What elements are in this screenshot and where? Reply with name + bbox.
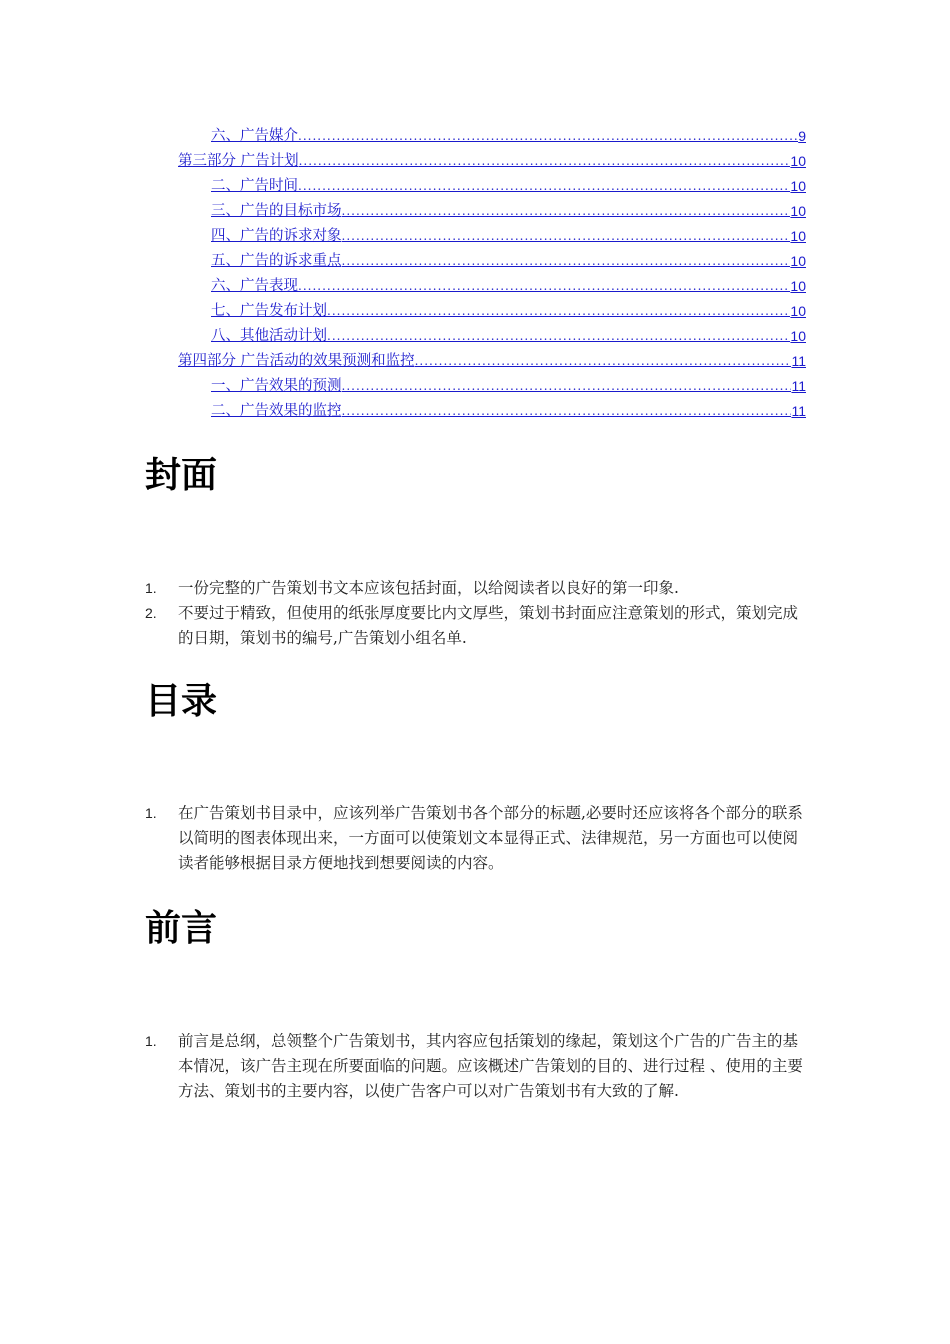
toc-page-number: 9 bbox=[798, 128, 806, 144]
toc-entry-title: 第四部分 广告活动的效果预测和监控 bbox=[178, 353, 415, 369]
list-item-text: 前言是总纲，总领整个广告策划书，其内容应包括策划的缘起，策划这个广告的广告主的基本情况，该广告主现在所要面临的问题。应该概述广告策划的目的、进行过程 、使用的主要方法、策划书的主要内容，以使广告客户可以对广告策划书有大致的了解. bbox=[178, 1032, 803, 1100]
toc-page-number: 10 bbox=[790, 178, 806, 194]
toc-leader-dots bbox=[415, 351, 792, 371]
contents-list bbox=[145, 801, 810, 876]
toc-entry-effect-prediction[interactable] bbox=[211, 376, 806, 396]
toc-entry-target-market[interactable] bbox=[211, 201, 806, 221]
list-item-number: 1. bbox=[145, 1033, 157, 1049]
toc-page-number: 10 bbox=[790, 278, 806, 294]
toc-entry-title: 六、广告媒介 bbox=[211, 128, 298, 144]
toc-entry-effect-monitoring[interactable] bbox=[211, 401, 806, 421]
toc-entry-title: 五、广告的诉求重点 bbox=[211, 253, 342, 269]
toc-entry-advertising-time[interactable] bbox=[211, 176, 806, 196]
toc-entry-title: 三、广告的目标市场 bbox=[211, 203, 342, 219]
toc-page-number: 11 bbox=[791, 378, 806, 394]
section-heading-cover: 封面 bbox=[145, 455, 218, 496]
toc-leader-dots bbox=[298, 276, 790, 296]
toc-leader-dots bbox=[299, 151, 791, 171]
toc-entry-appeal-target[interactable] bbox=[211, 226, 806, 246]
section-heading-preface: 前言 bbox=[145, 908, 218, 949]
toc-entry-advertising-media[interactable] bbox=[211, 126, 806, 146]
toc-entry-part-three[interactable] bbox=[178, 151, 806, 171]
toc-entry-publishing-plan[interactable] bbox=[211, 301, 806, 321]
toc-leader-dots bbox=[342, 251, 791, 271]
cover-list bbox=[145, 576, 810, 651]
toc-leader-dots bbox=[342, 401, 792, 421]
toc-entry-part-four[interactable] bbox=[178, 351, 806, 371]
toc-entry-appeal-focus[interactable] bbox=[211, 251, 806, 271]
toc-page-number: 10 bbox=[790, 328, 806, 344]
list-item bbox=[145, 801, 810, 876]
toc-entry-advertising-expression[interactable] bbox=[211, 276, 806, 296]
list-item-text: 一份完整的广告策划书文本应该包括封面，以给阅读者以良好的第一印象. bbox=[178, 579, 679, 597]
toc-entry-title: 二、广告时间 bbox=[211, 178, 298, 194]
list-item-number: 1. bbox=[145, 805, 157, 821]
list-item bbox=[145, 1029, 810, 1104]
section-heading-contents: 目录 bbox=[145, 681, 218, 722]
toc-leader-dots bbox=[342, 201, 791, 221]
toc-leader-dots bbox=[327, 301, 790, 321]
toc-leader-dots bbox=[327, 326, 790, 346]
toc-page-number: 10 bbox=[790, 303, 806, 319]
toc-entry-title: 二、广告效果的监控 bbox=[211, 403, 342, 419]
toc-leader-dots bbox=[342, 226, 791, 246]
toc-leader-dots bbox=[298, 176, 790, 196]
toc-page-number: 11 bbox=[791, 403, 806, 419]
toc-entry-title: 七、广告发布计划 bbox=[211, 303, 327, 319]
list-item-text: 在广告策划书目录中，应该列举广告策划书各个部分的标题,必要时还应该将各个部分的联系以简明的图表体现出来，一方面可以使策划文本显得正式、法律规范，另一方面也可以使阅读者能够根据目录方便地找到想要阅读的内容。 bbox=[178, 804, 803, 872]
toc-page-number: 11 bbox=[791, 353, 806, 369]
list-item bbox=[145, 576, 810, 601]
preface-list bbox=[145, 1029, 810, 1104]
toc-page-number: 10 bbox=[790, 153, 806, 169]
toc-page-number: 10 bbox=[790, 228, 806, 244]
list-item-text: 不要过于精致，但使用的纸张厚度要比内文厚些，策划书封面应注意策划的形式，策划完成的日期，策划书的编号,广告策划小组名单. bbox=[178, 604, 799, 647]
toc-entry-other-activities[interactable] bbox=[211, 326, 806, 346]
toc-page-number: 10 bbox=[790, 253, 806, 269]
toc-entry-title: 第三部分 广告计划 bbox=[178, 153, 299, 169]
toc-entry-title: 四、广告的诉求对象 bbox=[211, 228, 342, 244]
toc-page-number: 10 bbox=[790, 203, 806, 219]
toc-leader-dots bbox=[342, 376, 792, 396]
toc-leader-dots bbox=[298, 126, 798, 146]
toc-entry-title: 六、广告表现 bbox=[211, 278, 298, 294]
list-item-number: 1. bbox=[145, 580, 157, 596]
list-item-number: 2. bbox=[145, 605, 157, 621]
toc-entry-title: 一、广告效果的预测 bbox=[211, 378, 342, 394]
toc-entry-title: 八、其他活动计划 bbox=[211, 328, 327, 344]
list-item bbox=[145, 601, 810, 651]
